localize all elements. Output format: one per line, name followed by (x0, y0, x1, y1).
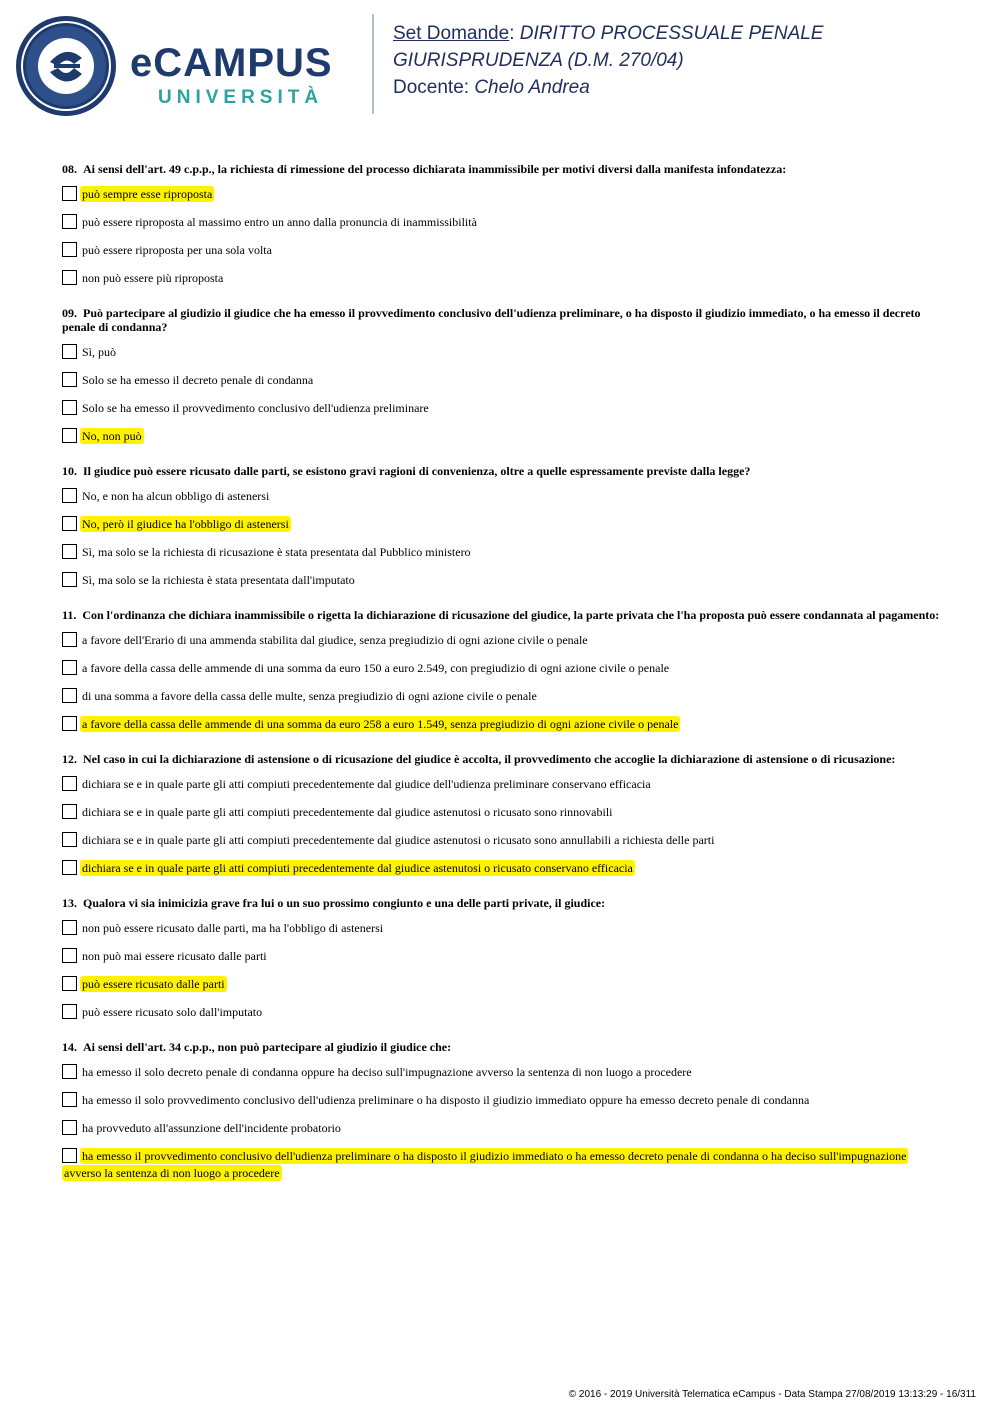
question-prompt: Il giudice può essere ricusato dalle parti, se esistono gravi ragioni di convenienza, oltre a quelle espressamente previste dalla legge? (83, 464, 751, 478)
answer-text: non può mai essere ricusato dalle parti (82, 949, 267, 963)
course-value: GIURISPRUDENZA (D.M. 270/04) (393, 50, 684, 71)
answer-text: può essere ricusato dalle parti (82, 977, 225, 991)
answer-checkbox[interactable] (62, 948, 77, 963)
question-number: 09. (62, 306, 77, 320)
answer-checkbox[interactable] (62, 488, 77, 503)
answer-option-correct[interactable] (62, 1148, 940, 1182)
answer-text: può essere riproposta al massimo entro un anno dalla pronuncia di inammissibilità (82, 215, 477, 229)
header-divider (372, 14, 374, 114)
answer-checkbox[interactable] (62, 920, 77, 935)
answer-checkbox[interactable] (62, 1120, 77, 1135)
question-text (62, 162, 940, 176)
question-item (62, 752, 940, 876)
answer-option[interactable] (62, 242, 940, 258)
answer-option[interactable] (62, 1004, 940, 1020)
answer-text: dichiara se e in quale parte gli atti compiuti precedentemente dal giudice dell'udienza preliminare conservano efficacia (82, 777, 651, 791)
answer-option[interactable] (62, 804, 940, 820)
answer-checkbox[interactable] (62, 572, 77, 587)
set-label: Set Domande (393, 23, 510, 44)
answer-option[interactable] (62, 214, 940, 230)
question-number: 08. (62, 162, 77, 176)
answer-text: Solo se ha emesso il decreto penale di condanna (82, 373, 314, 387)
question-item (62, 608, 940, 732)
question-number: 13. (62, 896, 77, 910)
answer-text: a favore della cassa delle ammende di una somma da euro 150 a euro 2.549, con pregiudizio di ogni azione civile o penale (82, 661, 670, 675)
question-prompt: Ai sensi dell'art. 49 c.p.p., la richiesta di rimessione del processo dichiarata inammissibile per motivi diversi dalla manifesta infondatezza: (83, 162, 787, 176)
question-prompt: Con l'ordinanza che dichiara inammissibile o rigetta la dichiarazione di ricusazione del giudice, la parte privata che l'ha proposta può essere condannata al pagamento: (82, 608, 940, 622)
question-prompt: Nel caso in cui la dichiarazione di astensione o di ricusazione del giudice è accolta, il provvedimento che accoglie la dichiarazione di astensione o di ricusazione: (83, 752, 896, 766)
answer-checkbox[interactable] (62, 1148, 77, 1163)
answer-checkbox[interactable] (62, 804, 77, 819)
answer-text: Sì, ma solo se la richiesta di ricusazione è stata presentata dal Pubblico ministero (82, 545, 471, 559)
question-text (62, 1040, 940, 1054)
set-line (393, 20, 823, 47)
question-text (62, 896, 940, 910)
answer-text: ha provveduto all'assunzione dell'incidente probatorio (82, 1121, 341, 1135)
question-number: 10. (62, 464, 77, 478)
answer-option[interactable] (62, 832, 940, 848)
answer-text: non può essere più riproposta (82, 271, 224, 285)
teacher-value: Chelo Andrea (474, 77, 590, 98)
answer-option[interactable] (62, 660, 940, 676)
question-text (62, 752, 940, 766)
answer-text: ha emesso il solo decreto penale di condanna oppure ha deciso sull'impugnazione avverso la sentenza di non luogo a procedere (82, 1065, 692, 1079)
answer-text: dichiara se e in quale parte gli atti compiuti precedentemente dal giudice astenutosi o ricusato conservano efficacia (82, 861, 633, 875)
question-prompt: Qualora vi sia inimicizia grave fra lui o un suo prossimo congiunto e una delle parti private, il giudice: (83, 896, 606, 910)
answer-option-correct[interactable] (62, 516, 940, 532)
answer-checkbox[interactable] (62, 716, 77, 731)
answer-text: ha emesso il provvedimento conclusivo dell'udienza preliminare o ha disposto il giudizio immediato o ha emesso decreto penale di condanna o ha deciso sull'impugnazione avverso la sentenza di non luogo a procedere (64, 1149, 907, 1180)
answer-text: No, e non ha alcun obbligo di astenersi (82, 489, 270, 503)
answer-text: dichiara se e in quale parte gli atti compiuti precedentemente dal giudice astenutosi o ricusato sono annullabili a richiesta delle parti (82, 833, 715, 847)
answer-checkbox[interactable] (62, 516, 77, 531)
question-item (62, 464, 940, 588)
page-footer: © 2016 - 2019 Università Telematica eCampus - Data Stampa 27/08/2019 13:13:29 - 16/311 (568, 1389, 976, 1400)
answer-checkbox[interactable] (62, 1064, 77, 1079)
answer-checkbox[interactable] (62, 660, 77, 675)
brand-name: eCAMPUS (130, 41, 333, 85)
answer-checkbox[interactable] (62, 400, 77, 415)
question-item (62, 162, 940, 286)
page-header (0, 0, 1000, 130)
answer-text: può essere riproposta per una sola volta (82, 243, 272, 257)
answer-option[interactable] (62, 1120, 940, 1136)
answer-text: Sì, può (82, 345, 117, 359)
set-value: DIRITTO PROCESSUALE PENALE (519, 23, 824, 44)
teacher-line (393, 74, 823, 101)
answer-checkbox[interactable] (62, 1092, 77, 1107)
question-number: 14. (62, 1040, 77, 1054)
answer-text: a favore dell'Erario di una ammenda stabilita dal giudice, senza pregiudizio di ogni azione civile o penale (82, 633, 588, 647)
answer-option[interactable] (62, 920, 940, 936)
answer-option[interactable] (62, 688, 940, 704)
answer-option[interactable] (62, 372, 940, 388)
answer-option[interactable] (62, 948, 940, 964)
answer-checkbox[interactable] (62, 688, 77, 703)
answer-option[interactable] (62, 344, 940, 360)
question-prompt: Ai sensi dell'art. 34 c.p.p., non può partecipare al giudizio il giudice che: (83, 1040, 452, 1054)
answer-option[interactable] (62, 270, 940, 286)
answer-option-correct[interactable] (62, 428, 940, 444)
answer-checkbox[interactable] (62, 776, 77, 791)
answer-text: Sì, ma solo se la richiesta è stata presentata dall'imputato (82, 573, 355, 587)
question-list (62, 162, 940, 1202)
answer-checkbox[interactable] (62, 428, 77, 443)
course-line (393, 47, 823, 74)
question-item (62, 306, 940, 444)
answer-checkbox[interactable] (62, 270, 77, 285)
answer-checkbox[interactable] (62, 832, 77, 847)
answer-option-correct[interactable] (62, 186, 940, 202)
answer-text: non può essere ricusato dalle parti, ma ha l'obbligo di astenersi (82, 921, 384, 935)
answer-option[interactable] (62, 1064, 940, 1080)
header-info (393, 20, 823, 101)
answer-checkbox[interactable] (62, 344, 77, 359)
answer-checkbox[interactable] (62, 860, 77, 875)
answer-checkbox[interactable] (62, 544, 77, 559)
question-number: 12. (62, 752, 77, 766)
answer-checkbox[interactable] (62, 186, 77, 201)
answer-text: No, non può (82, 429, 142, 443)
answer-text: No, però il giudice ha l'obbligo di astenersi (82, 517, 289, 531)
answer-text: ha emesso il solo provvedimento conclusivo dell'udienza preliminare o ha disposto il giudizio immediato oppure ha emesso decreto penale di condanna (82, 1093, 810, 1107)
answer-option-correct[interactable] (62, 716, 940, 732)
question-item (62, 896, 940, 1020)
answer-text: dichiara se e in quale parte gli atti compiuti precedentemente dal giudice astenutosi o ricusato sono rinnovabili (82, 805, 613, 819)
answer-checkbox[interactable] (62, 1004, 77, 1019)
answer-text: a favore della cassa delle ammende di una somma da euro 258 a euro 1.549, senza pregiudizio di ogni azione civile o penale (82, 717, 679, 731)
answer-checkbox[interactable] (62, 214, 77, 229)
question-text (62, 306, 940, 334)
teacher-label: Docente: (393, 77, 470, 98)
question-text (62, 608, 940, 622)
answer-checkbox[interactable] (62, 242, 77, 257)
answer-option[interactable] (62, 544, 940, 560)
answer-option-correct[interactable] (62, 860, 940, 876)
question-text (62, 464, 940, 478)
answer-option[interactable] (62, 488, 940, 504)
answer-option[interactable] (62, 400, 940, 416)
answer-checkbox[interactable] (62, 372, 77, 387)
answer-text: Solo se ha emesso il provvedimento conclusivo dell'udienza preliminare (82, 401, 429, 415)
answer-option[interactable] (62, 572, 940, 588)
set-colon: : (509, 23, 520, 44)
answer-checkbox[interactable] (62, 976, 77, 991)
question-number: 11. (62, 608, 77, 622)
answer-text: può essere ricusato solo dall'imputato (82, 1005, 263, 1019)
answer-option[interactable] (62, 776, 940, 792)
question-prompt: Può partecipare al giudizio il giudice che ha emesso il provvedimento conclusivo dell'udienza preliminare, o ha disposto il giudizio immediato, o ha emesso il decreto penale di condanna? (62, 306, 921, 334)
answer-checkbox[interactable] (62, 632, 77, 647)
answer-text: può sempre esse riproposta (82, 187, 213, 201)
answer-option[interactable] (62, 1092, 940, 1108)
question-item (62, 1040, 940, 1182)
brand-wordmark (130, 40, 360, 116)
answer-option-correct[interactable] (62, 976, 940, 992)
answer-option[interactable] (62, 632, 940, 648)
answer-text: di una somma a favore della cassa delle multe, senza pregiudizio di ogni azione civile o penale (82, 689, 537, 703)
university-seal-logo (14, 14, 118, 118)
brand-subtitle: UNIVERSITÀ (158, 87, 324, 108)
